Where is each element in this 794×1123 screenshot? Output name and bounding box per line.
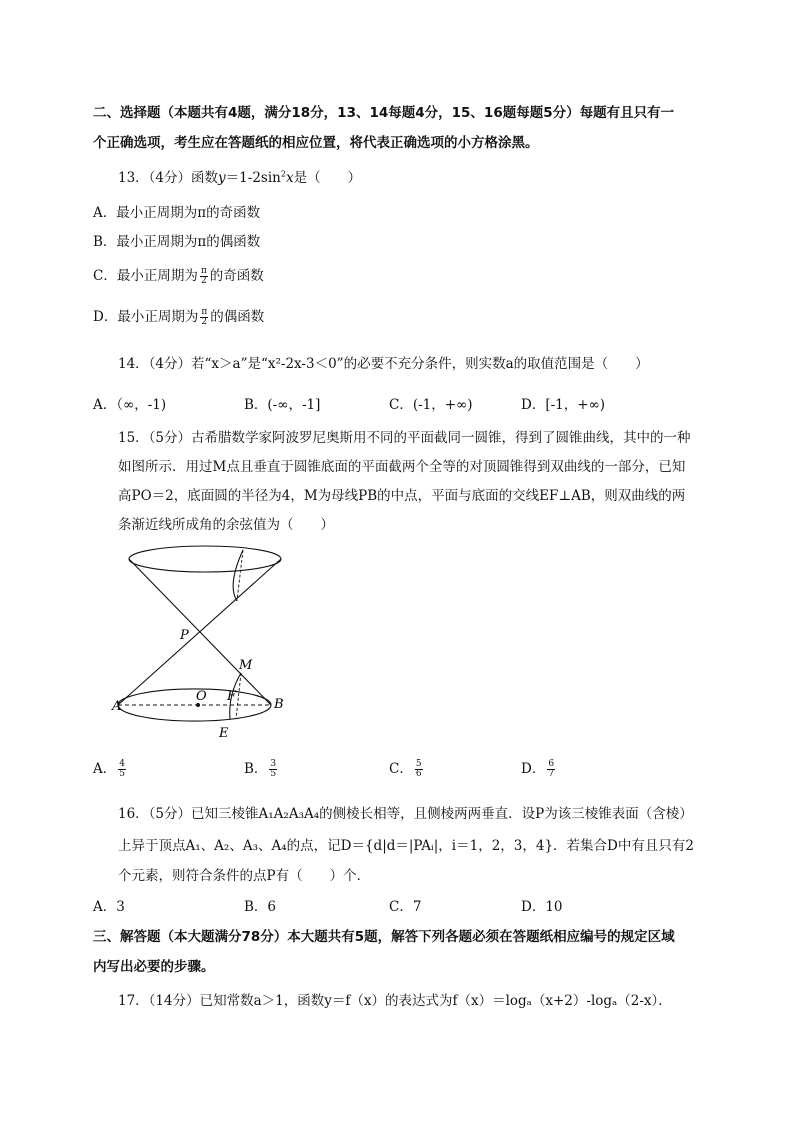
q16-stem-line3: 个元素，则符合条件的点P有（ ）个． — [118, 868, 371, 884]
q15-stem-line1: 15．（5分）古希腊数学家阿波罗尼奥斯用不同的平面截同一圆锥，得到了圆锥曲线，其中的一种 — [118, 430, 691, 446]
q15-option-b-label: B． — [244, 761, 268, 777]
q13-option-c-pre: C．最小正周期为 — [93, 268, 198, 284]
q13-option-a[interactable]: A．最小正周期为π的奇函数 — [93, 205, 261, 221]
fraction-denominator: 7 — [548, 769, 555, 779]
label-m: M — [239, 658, 253, 673]
q15-option-a-label: A． — [93, 761, 117, 777]
fraction-denominator: 2 — [200, 276, 207, 286]
q13-formula-y: y — [218, 170, 226, 186]
fraction-denominator: 6 — [415, 769, 422, 779]
q15-option-d[interactable] — [521, 757, 557, 779]
q13-option-b[interactable]: B．最小正周期为π的偶函数 — [93, 234, 261, 250]
section2-heading-line1: 二、选择题（本题共有4题，满分18分，13、14每题4分，15、16题每题5分）每题有且只有一 — [93, 105, 675, 121]
q16-stem-line1: 16．（5分）已知三棱锥A₁A₂A₃A₄的侧棱长相等，且侧棱两两垂直．设P为该三棱锥表面（含棱） — [118, 806, 693, 822]
fraction-numerator: 5 — [415, 759, 422, 769]
q15-double-cone-figure — [110, 545, 295, 745]
fraction-denominator: 5 — [119, 769, 125, 779]
fraction-denominator: 2 — [201, 317, 208, 327]
fraction-numerator: 3 — [270, 759, 277, 769]
section3-heading-line2: 内写出必要的步骤。 — [93, 959, 215, 975]
q16-option-d[interactable]: D．10 — [521, 899, 563, 915]
q15-option-a-fraction — [118, 760, 126, 779]
generatrix-right-top-to-a — [118, 559, 281, 705]
q13-formula-mid: ＝1-2sin — [225, 170, 281, 186]
q13-option-d-pre: D．最小正周期为 — [93, 309, 199, 325]
q13-option-d-post: 的偶函数 — [210, 309, 265, 325]
q15-option-a[interactable] — [93, 757, 128, 779]
q13-prefix: 13．（4分）函数 — [118, 170, 219, 186]
q13-option-c-post: 的奇函数 — [209, 268, 264, 284]
q15-option-b[interactable] — [244, 757, 279, 779]
q15-option-b-fraction — [269, 760, 277, 779]
label-f: F — [227, 689, 237, 704]
label-b: B — [274, 697, 284, 712]
q14-option-b[interactable]: B．(-∞，-1] — [244, 397, 321, 413]
q14-option-a[interactable]: A．（∞，-1) — [93, 397, 167, 413]
q16-option-c[interactable]: C．7 — [389, 899, 422, 915]
fraction-numerator: 4 — [119, 759, 125, 769]
fraction-numerator: π — [200, 266, 207, 276]
q14-option-c[interactable]: C．(-1，+∞) — [389, 397, 473, 413]
top-ellipse — [129, 546, 281, 572]
label-o: O — [196, 689, 207, 704]
q15-option-c-label: C． — [389, 761, 413, 777]
q13-option-d-fraction — [200, 308, 208, 327]
q15-option-d-fraction — [547, 760, 555, 779]
q16-stem-line2: 上异于顶点A₁、A₂、A₃、A₄的点，记D＝{d|d＝|PAᵢ|，i＝1，2，3，4}．若集合D中有且只有2 — [118, 838, 694, 854]
label-a: A — [112, 699, 122, 714]
top-hyperbola-curve — [233, 550, 243, 601]
q14-option-d[interactable]: D．[-1，+∞) — [521, 397, 606, 413]
q13-option-d[interactable] — [93, 305, 264, 327]
fraction-numerator: π — [201, 307, 208, 317]
label-e: E — [219, 726, 229, 741]
q16-option-b[interactable]: B．6 — [244, 899, 277, 915]
q15-stem-line2: 如图所示．用过M点且垂直于圆锥底面的平面截两个全等的对顶圆锥得到双曲线的一部分，已知 — [118, 459, 686, 475]
q13-option-c-fraction — [200, 267, 208, 286]
q13-formula-sup: 2 — [280, 169, 286, 179]
label-p: P — [180, 628, 189, 643]
q17-stem: 17．（14分）已知常数a＞1，函数y＝f（x）的表达式为f（x）＝logₐ（x+2）-logₐ（2-x）． — [118, 993, 672, 1009]
q13-formula-x: x — [285, 170, 294, 186]
bottom-ellipse-back — [118, 689, 271, 705]
q13-stem — [118, 166, 361, 186]
bottom-ellipse-front — [118, 705, 271, 721]
q15-option-c-fraction — [415, 760, 423, 779]
fraction-numerator: 6 — [548, 759, 555, 769]
section3-heading-line1: 三、解答题（本大题满分78分）本大题共有5题，解答下列各题必须在答题纸相应编号的规定区域 — [93, 929, 675, 945]
q15-option-c[interactable] — [389, 757, 425, 779]
q14-stem: 14．（4分）若“x＞a”是“x²-2x-3＜0”的必要不充分条件，则实数a的取值范围是（ ） — [118, 356, 649, 372]
q13-option-c[interactable] — [93, 264, 264, 286]
q16-option-a[interactable]: A．3 — [93, 899, 125, 915]
q13-suffix: 是（ ） — [293, 170, 362, 186]
section2-heading-line2: 个正确选项，考生应在答题纸的相应位置，将代表正确选项的小方格涂黑。 — [93, 135, 539, 151]
fraction-denominator: 5 — [270, 769, 277, 779]
q15-stem-line3: 高PO＝2，底面圆的半径为4，M为母线PB的中点，平面与底面的交线EF⊥AB，则双曲线的两 — [118, 488, 686, 504]
q15-stem-line4: 条渐近线所成角的余弦值为（ ） — [118, 517, 334, 533]
q15-option-d-label: D． — [521, 761, 546, 777]
